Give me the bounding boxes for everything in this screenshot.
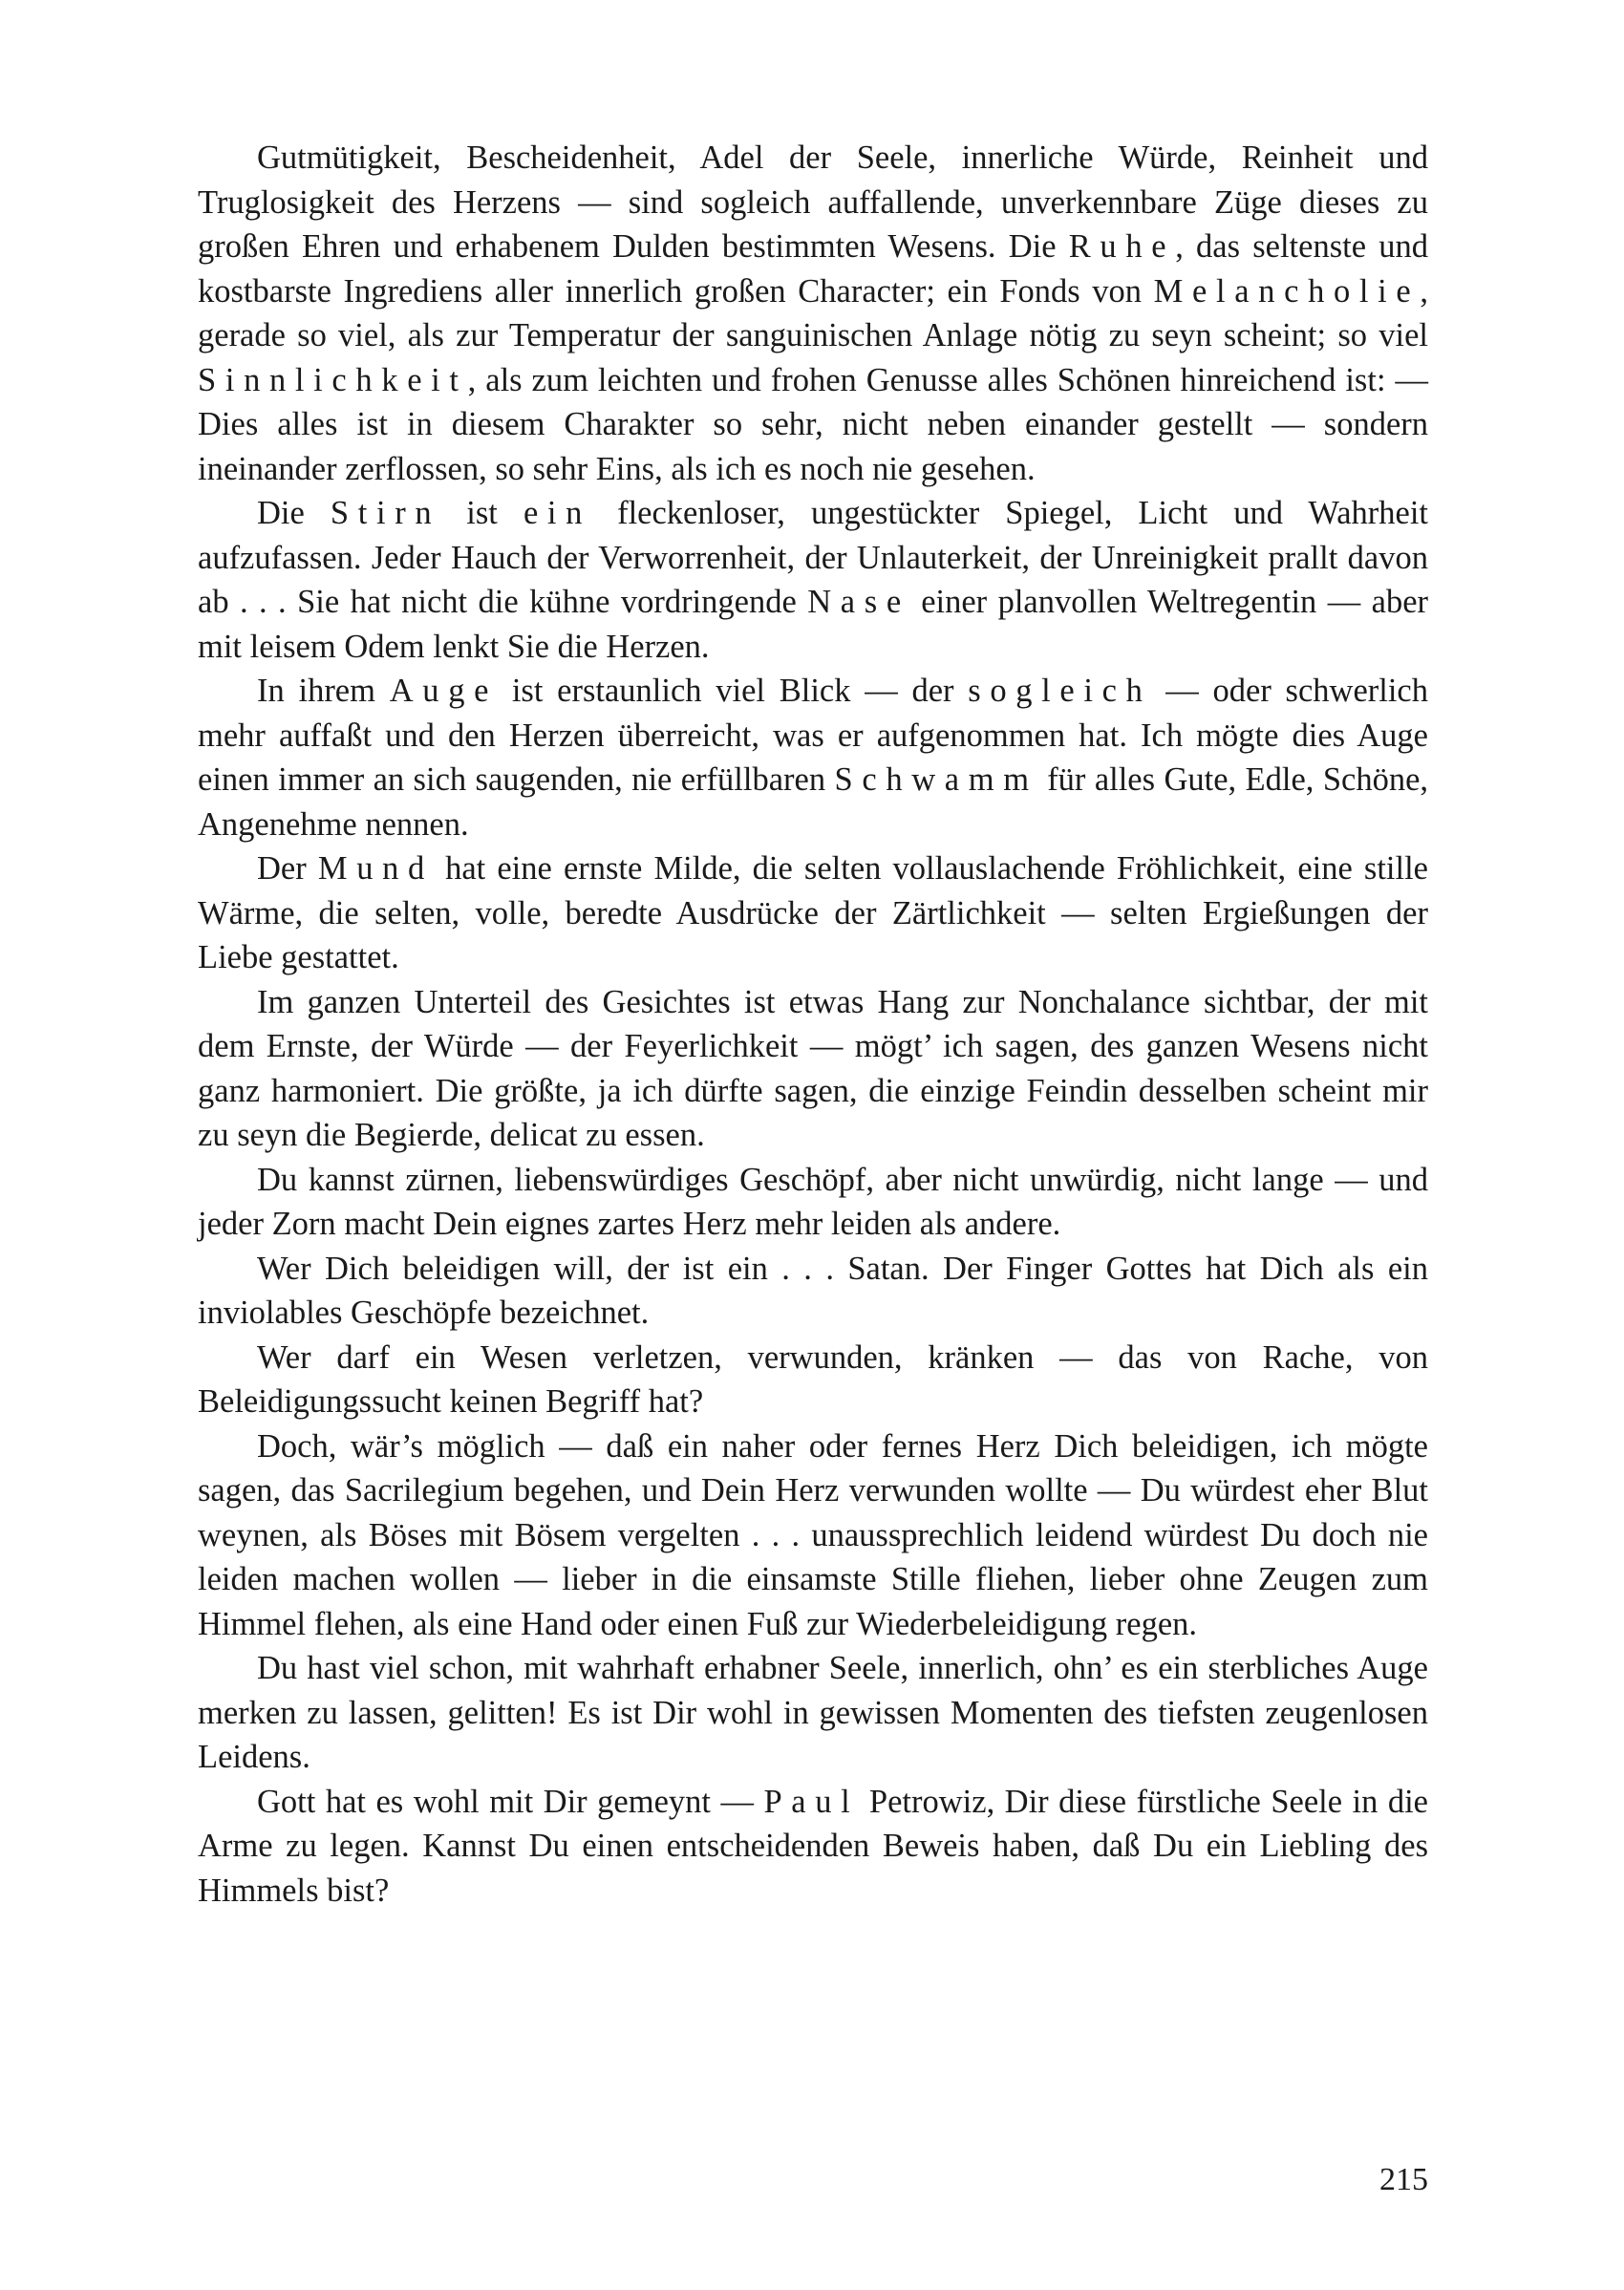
text-run: , das seltenste und kostbarste Ingrediens aller innerlich großen Character; ein Fonds von <box>198 228 1428 310</box>
text-run: Die <box>257 495 331 531</box>
text-run: für alles Gute, Edle, Schöne, Angenehme nennen. <box>198 761 1429 843</box>
spaced-emphasis-text: ein <box>523 495 592 531</box>
paragraph <box>198 1247 1428 1336</box>
spaced-emphasis-text: Stirn <box>330 495 441 531</box>
text-run: hat eine ernste Milde, die selten vollauslachende Fröhlichkeit, eine stille Wärme, die selten, volle, beredte Ausdrücke der Zärtlichkeit — selten Ergießungen der Liebe gestattet. <box>198 850 1428 975</box>
text-run: Gutmütigkeit, Bescheidenheit, Adel der Seele, innerliche Würde, Reinheit und Truglosigkeit des Herzens — sind sogleich auffallende, unverkennbare Züge dieses zu großen Ehren und erhabenem Dulden bestimmten Wesens. Die <box>198 139 1428 265</box>
paragraph <box>198 136 1428 491</box>
spaced-emphasis-text: Paul <box>763 1783 860 1820</box>
spaced-emphasis-text: sogleich <box>968 673 1152 709</box>
paragraph <box>198 1424 1428 1647</box>
paragraph <box>198 1646 1428 1780</box>
spaced-emphasis-text: Nase <box>807 584 910 620</box>
text-run: Gott hat es wohl mit Dir gemeynt — <box>257 1783 764 1820</box>
text-run: — oder schwerlich mehr auffaßt und den Herzen überreicht, was er aufgenommen hat. Ich mögte dies Auge einen immer an sich saugenden, nie erfüllbaren <box>198 673 1428 798</box>
paragraph <box>198 1780 1428 1914</box>
page-number: 215 <box>1379 2162 1428 2197</box>
text-run: In ihrem <box>257 673 390 709</box>
spaced-emphasis-text: Mund <box>317 850 434 887</box>
paragraph <box>198 980 1428 1158</box>
paragraph <box>198 1336 1428 1424</box>
text-run: ist <box>440 495 524 531</box>
text-run: Doch, wär’s möglich — daß ein naher oder fernes Herz Dich beleidigen, ich mögte sagen, das Sacrilegium begehen, und Dein Herz verwunden wollte — Du würdest eher Blut weynen, als Böses mit Bösem vergelten . . . unaussprechlich leidend würdest Du doch nie leiden machen wollen — lieber in die einsamste Stille fliehen, lieber ohne Zeugen zum Himmel flehen, als eine Hand oder einen Fuß zur Wiederbeleidigung regen. <box>198 1427 1428 1642</box>
text-run: Du kannst zürnen, liebenswürdiges Geschöpf, aber nicht unwürdig, nicht lange — und jeder Zorn macht Dein eignes zartes Herz mehr leiden als andere. <box>198 1161 1428 1242</box>
text-run: Wer Dich beleidigen will, der ist ein . . . Satan. Der Finger Gottes hat Dich als ein inviolables Geschöpfe bezeichnet. <box>198 1250 1428 1331</box>
paragraph <box>198 669 1428 846</box>
spaced-emphasis-text: Sinnlichkeit <box>198 361 468 398</box>
text-run: , als zum leichten und frohen Genusse alles Schönen hinreichend ist: — Dies alles ist in diesem Charakter so sehr, nicht neben einander gestellt — sondern ineinander zerflossen, so sehr Eins, als ich es noch nie gesehen. <box>198 361 1428 487</box>
spaced-emphasis-text: Schwamm <box>834 761 1038 798</box>
paragraph <box>198 1158 1428 1247</box>
text-run: Der <box>257 850 318 887</box>
text-run: Du hast viel schon, mit wahrhaft erhabner Seele, innerlich, ohn’ es ein sterbliches Auge merken zu lassen, gelitten! Es ist Dir wohl in gewissen Momenten des tiefsten zeugenlosen Leidens. <box>198 1650 1428 1775</box>
spaced-emphasis-text: Melancholie <box>1153 272 1421 310</box>
text-run: Petrowiz, Dir diese fürstliche Seele in die Arme zu legen. Kannst Du einen entscheidenden Beweis haben, daß Du ein Liebling des Himmels bist? <box>198 1783 1428 1909</box>
spaced-emphasis-text: Ruhe <box>1068 228 1176 265</box>
text-run: , gerade so viel, als zur Temperatur der sanguinischen Anlage nötig zu seyn scheint; so viel <box>198 272 1428 353</box>
text-run: Wer darf ein Wesen verletzen, verwunden, kränken — das von Rache, von Beleidigungssucht keinen Begriff hat? <box>198 1338 1428 1420</box>
body-text <box>198 136 1428 1913</box>
spaced-emphasis-text: Auge <box>389 673 499 709</box>
text-run: fleckenloser, ungestückter Spiegel, Licht und Wahrheit aufzufassen. Jeder Hauch der Verworrenheit, der Unlauterkeit, der Unreinigkeit prallt davon ab . . . Sie hat nicht die kühne vordringende <box>198 495 1428 620</box>
text-run: einer planvollen Weltregentin — aber mit leisem Odem lenkt Sie die Herzen. <box>198 584 1428 665</box>
text-run: Im ganzen Unterteil des Gesichtes ist etwas Hang zur Nonchalance sichtbar, der mit dem Ernste, der Würde — der Feyerlichkeit — mögt’ ich sagen, des ganzen Wesens nicht ganz harmoniert. Die größte, ja ich dürfte sagen, die einzige Feindin desselben scheint mir zu seyn die Begierde, delicat zu essen. <box>198 983 1428 1153</box>
paragraph <box>198 491 1428 669</box>
paragraph <box>198 846 1428 980</box>
text-run: ist erstaunlich viel Blick — der <box>498 673 969 709</box>
